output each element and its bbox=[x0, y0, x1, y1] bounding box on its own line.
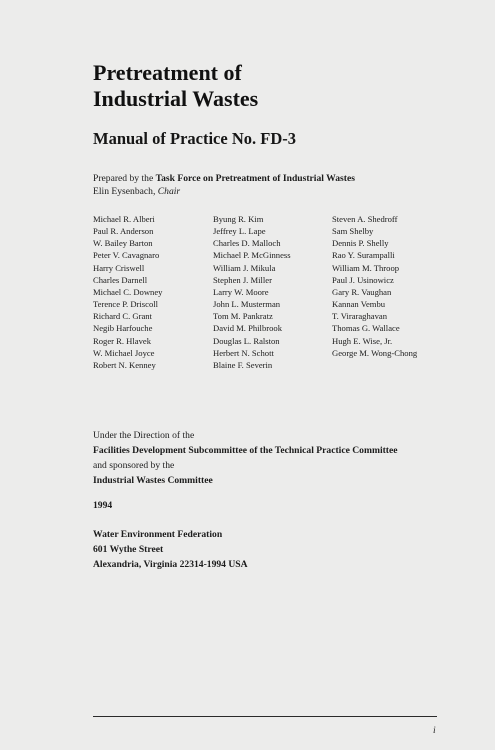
member-name: Dennis P. Shelly bbox=[332, 238, 389, 249]
publisher-street: 601 Wythe Street bbox=[93, 544, 164, 555]
member-name: Herbert N. Schott bbox=[213, 347, 274, 358]
member-name: Kannan Vembu bbox=[332, 299, 386, 310]
members-column-3 bbox=[332, 213, 417, 359]
chair-role: Chair bbox=[157, 186, 181, 197]
chair-name: Elin Eysenbach, bbox=[93, 186, 158, 197]
member-name: Michael R. Alberi bbox=[93, 214, 155, 224]
member-name: Roger R. Hlavek bbox=[93, 335, 151, 346]
member-name: Paul J. Usinowicz bbox=[332, 274, 394, 285]
member-name: Harry Criswell bbox=[93, 262, 145, 273]
member-name: Douglas L. Ralston bbox=[213, 335, 280, 346]
member-name: Thomas G. Wallace bbox=[332, 323, 400, 334]
member-name: Steven A. Shedroff bbox=[332, 214, 398, 224]
title-line-1: Pretreatment of bbox=[93, 60, 242, 85]
member-name: William J. Mikula bbox=[213, 262, 276, 273]
subcommittee-name: Facilities Development Subcommittee of the Technical Practice Committee bbox=[93, 445, 398, 456]
direction-block bbox=[93, 428, 453, 488]
member-name: Gary R. Vaughan bbox=[332, 286, 392, 297]
member-name: Hugh E. Wise, Jr. bbox=[332, 335, 393, 346]
member-name: T. Viraraghavan bbox=[332, 311, 387, 322]
member-name: David M. Philbrook bbox=[213, 323, 282, 334]
member-name: William M. Throop bbox=[332, 262, 400, 273]
member-name: Rao Y. Surampalli bbox=[332, 250, 395, 261]
member-name: Jeffrey L. Lape bbox=[213, 226, 266, 237]
member-name: Charles D. Malloch bbox=[213, 238, 281, 249]
member-name: Sam Shelby bbox=[332, 226, 374, 237]
member-name: Richard C. Grant bbox=[93, 311, 152, 322]
member-name: Robert N. Kenney bbox=[93, 359, 156, 370]
members-column-2 bbox=[213, 213, 291, 371]
member-name: Michael P. McGinness bbox=[213, 250, 291, 261]
direction-line-1: Under the Direction of the bbox=[93, 430, 195, 441]
prepared-by-block bbox=[93, 172, 423, 198]
publisher-name: Water Environment Federation bbox=[93, 529, 223, 540]
committee-name: Industrial Wastes Committee bbox=[93, 475, 213, 486]
members-column-1 bbox=[93, 213, 162, 371]
member-name: W. Bailey Barton bbox=[93, 238, 153, 249]
member-name: Tom M. Pankratz bbox=[213, 311, 273, 322]
member-name: W. Michael Joyce bbox=[93, 347, 155, 358]
member-name: Blaine F. Severin bbox=[213, 359, 273, 370]
book-title bbox=[93, 60, 258, 112]
member-name: Stephen J. Miller bbox=[213, 274, 272, 285]
member-name: Michael C. Downey bbox=[93, 286, 163, 297]
member-name: Byung R. Kim bbox=[213, 214, 264, 224]
member-name: Charles Darnell bbox=[93, 274, 148, 285]
manual-number: Manual of Practice No. FD-3 bbox=[93, 129, 296, 148]
member-name: Negib Harfouche bbox=[93, 323, 153, 334]
title-line-2: Industrial Wastes bbox=[93, 86, 259, 111]
member-name: Terence P. Driscoll bbox=[93, 299, 159, 310]
direction-line-3: and sponsored by the bbox=[93, 460, 175, 471]
footer-rule bbox=[93, 716, 437, 717]
prepared-prefix: Prepared by the bbox=[93, 173, 156, 184]
member-name: George M. Wong-Chong bbox=[332, 347, 418, 358]
member-name: Paul R. Anderson bbox=[93, 226, 154, 237]
publisher-address bbox=[93, 527, 248, 572]
page-number: i bbox=[433, 726, 436, 736]
publication-year: 1994 bbox=[93, 500, 113, 511]
task-force-name: Task Force on Pretreatment of Industrial Wastes bbox=[155, 173, 355, 184]
member-name: John L. Musterman bbox=[213, 299, 281, 310]
member-name: Larry W. Moore bbox=[213, 286, 269, 297]
publisher-city: Alexandria, Virginia 22314-1994 USA bbox=[93, 559, 248, 570]
member-name: Peter V. Cavagnaro bbox=[93, 250, 160, 261]
